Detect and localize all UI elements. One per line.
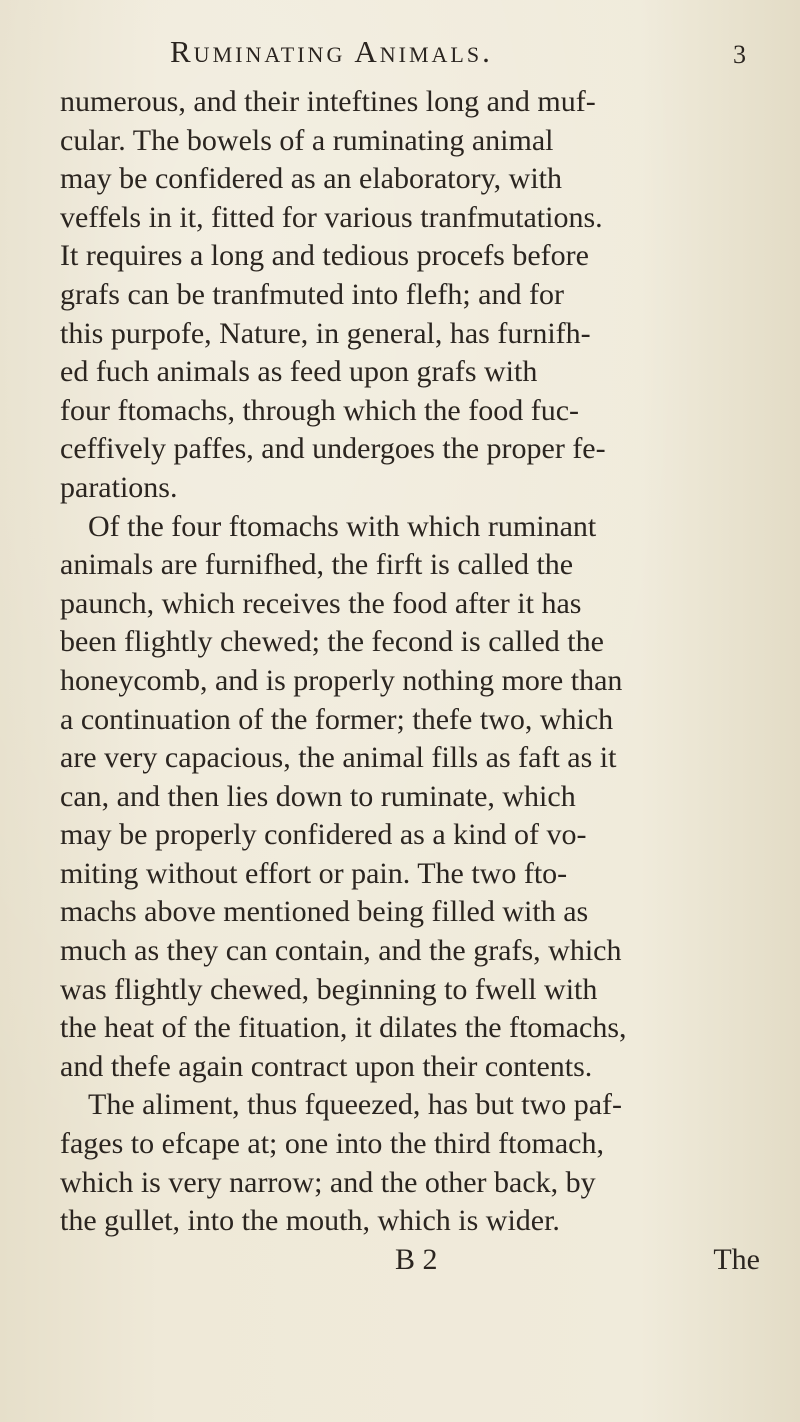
text-line: numerous, and their inteftines long and muf- [60, 85, 596, 118]
text-line: can, and then lies down to ruminate, which [60, 779, 576, 813]
catchword: The [713, 1242, 760, 1276]
footer-line [60, 1241, 760, 1280]
text-line: been flightly chewed; the fecond is called the [60, 625, 604, 659]
text-line: this purpofe, Nature, in general, has furnifh- [60, 316, 591, 350]
text-line: the gullet, into the mouth, which is wider. [60, 1204, 560, 1238]
text-line: machs above mentioned being filled with as [60, 895, 589, 929]
signature-mark: B 2 [395, 1242, 438, 1276]
text-line: ed fuch animals as feed upon grafs with [60, 355, 538, 389]
text-line: which is very narrow; and the other back, by [60, 1165, 596, 1199]
body-text [60, 83, 760, 1279]
text-line-paragraph-start: The aliment, thus fqueezed, has but two paf- [88, 1088, 622, 1122]
text-line: four ftomachs, through which the food fuc- [60, 393, 580, 427]
page-number: 3 [733, 40, 746, 69]
text-line: was flightly chewed, beginning to fwell with [60, 972, 598, 1006]
text-line: It requires a long and tedious procefs before [60, 239, 589, 273]
text-line: honeycomb, and is properly nothing more than [60, 663, 623, 697]
text-line: ceffively paffes, and undergoes the proper fe- [60, 432, 606, 466]
text-line: may be confidered as an elaboratory, with [60, 162, 563, 196]
running-head: Ruminating Animals. [170, 34, 493, 69]
page-header [60, 34, 760, 74]
text-line-paragraph-start: Of the four ftomachs with which ruminant [88, 509, 597, 543]
text-line: fages to efcape at; one into the third ftomach, [60, 1127, 604, 1161]
text-line: a continuation of the former; thefe two, which [60, 702, 614, 736]
text-line: cular. The bowels of a ruminating animal [60, 123, 554, 157]
text-line: animals are furnifhed, the firft is called the [60, 548, 574, 582]
text-line: veffels in it, fitted for various tranfmutations. [60, 200, 603, 234]
text-line: much as they can contain, and the grafs, which [60, 934, 622, 968]
text-line: and thefe again contract upon their contents. [60, 1049, 593, 1083]
text-line: miting without effort or pain. The two fto- [60, 856, 568, 890]
text-line: grafs can be tranfmuted into flefh; and for [60, 277, 564, 311]
text-line: may be properly confidered as a kind of vo- [60, 818, 587, 852]
text-line: the heat of the fituation, it dilates the ftomachs, [60, 1011, 627, 1045]
text-line: paunch, which receives the food after it has [60, 586, 582, 620]
text-line: parations. [60, 470, 178, 504]
text-line: are very capacious, the animal fills as faft as it [60, 741, 617, 775]
